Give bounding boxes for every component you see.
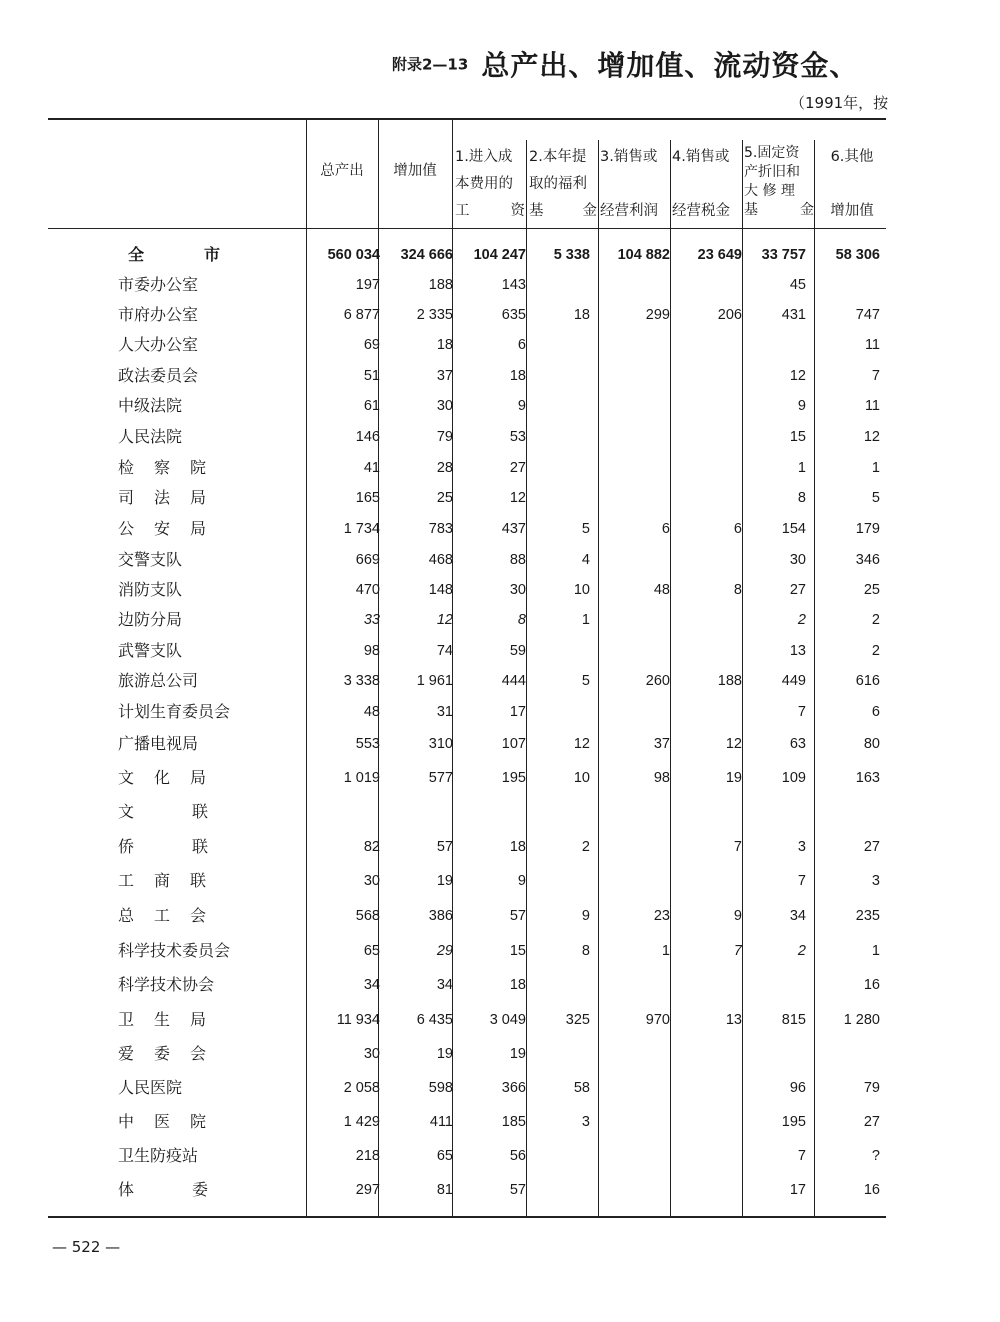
table-cell: 7 — [797, 704, 806, 720]
table-cell — [510, 866, 590, 896]
table-cell: 25 — [863, 582, 880, 598]
table-cell: 411 — [429, 1114, 453, 1130]
table-cell: 3 049 — [489, 1012, 526, 1028]
table-cell: 1 — [871, 943, 880, 959]
table-cell: ? — [871, 1148, 880, 1164]
table-cell — [590, 636, 670, 666]
table-cell: 82 — [363, 839, 380, 855]
table-cell: 815 — [781, 1012, 806, 1028]
table-cell — [590, 270, 670, 300]
page-title — [392, 44, 952, 84]
table-cell: 109 — [781, 770, 806, 786]
table-cell: 1 — [581, 612, 590, 628]
header-depreciation: 5.固定资 产折旧和 大 修 理 基 金 — [744, 145, 814, 218]
table-cell: 61 — [363, 398, 380, 414]
row-label: 人大办公室 — [118, 335, 199, 354]
table-cell: 553 — [355, 736, 380, 752]
table-cell: 7 — [871, 368, 880, 384]
table-cell — [800, 797, 880, 827]
table-cell — [590, 697, 670, 727]
table-cell: 206 — [717, 307, 742, 323]
table-top-rule — [48, 118, 886, 120]
table-cell: 57 — [509, 1182, 526, 1198]
table-cell: 195 — [501, 770, 526, 786]
table-cell: 179 — [855, 521, 880, 537]
table-cell: 8 — [581, 943, 590, 959]
table-cell: 12 — [863, 429, 880, 445]
table-cell — [590, 361, 670, 391]
table-cell — [300, 797, 380, 827]
table-cell: 96 — [789, 1080, 806, 1096]
table-cell — [510, 797, 590, 827]
table-cell: 431 — [781, 307, 806, 323]
table-cell: 30 — [363, 1046, 380, 1062]
table-cell: 30 — [509, 582, 526, 598]
table-cell: 18 — [509, 839, 526, 855]
table-cell: 163 — [855, 770, 880, 786]
table-cell: 3 — [581, 1114, 590, 1130]
table-title: 总产出、增加值、流动资金、 — [481, 49, 859, 82]
table-cell: 195 — [781, 1114, 806, 1130]
table-cell: 669 — [355, 552, 380, 568]
table-cell: 2 — [581, 839, 590, 855]
row-label: 爱 委 会 — [118, 1044, 206, 1063]
table-cell: 188 — [717, 673, 742, 689]
table-cell: 143 — [501, 277, 526, 293]
table-cell: 299 — [645, 307, 670, 323]
table-cell: 27 — [863, 1114, 880, 1130]
table-cell: 81 — [436, 1182, 453, 1198]
row-label: 总 工 会 — [118, 906, 206, 925]
table-cell — [590, 1073, 670, 1103]
table-cell: 366 — [501, 1080, 526, 1096]
table-cell — [590, 483, 670, 513]
row-label: 武警支队 — [118, 641, 183, 660]
table-cell: 5 — [871, 490, 880, 506]
row-label: 科学技术委员会 — [118, 941, 231, 960]
table-cell: 18 — [509, 368, 526, 384]
table-cell: 3 338 — [343, 673, 380, 689]
row-label: 中级法院 — [118, 396, 183, 415]
table-cell — [590, 453, 670, 483]
table-cell: 65 — [436, 1148, 453, 1164]
table-cell: 7 — [797, 873, 806, 889]
table-cell: 37 — [436, 368, 453, 384]
table-cell — [510, 697, 590, 727]
table-cell: 23 — [653, 908, 670, 924]
table-cell — [590, 391, 670, 421]
row-label: 卫生防疫站 — [118, 1146, 199, 1165]
row-label: 卫 生 局 — [118, 1010, 206, 1029]
table-cell: 48 — [653, 582, 670, 598]
table-cell: 30 — [363, 873, 380, 889]
table-cell: 57 — [436, 839, 453, 855]
table-cell: 23 649 — [697, 247, 742, 263]
table-cell: 6 — [871, 704, 880, 720]
table-cell: 598 — [428, 1080, 453, 1096]
table-cell: 48 — [363, 704, 380, 720]
table-cell: 12 — [573, 736, 590, 752]
table-cell: 1 734 — [343, 521, 380, 537]
row-label: 计划生育委员会 — [118, 702, 231, 721]
table-cell: 1 — [871, 460, 880, 476]
table-cell: 12 — [725, 736, 742, 752]
table-cell — [726, 1039, 806, 1069]
row-label: 边防分局 — [118, 610, 183, 629]
table-cell: 9 — [517, 873, 526, 889]
table-cell: 29 — [436, 943, 453, 959]
table-cell: 17 — [789, 1182, 806, 1198]
table-cell: 6 435 — [416, 1012, 453, 1028]
table-cell: 19 — [509, 1046, 526, 1062]
table-cell: 197 — [355, 277, 380, 293]
table-cell: 30 — [436, 398, 453, 414]
table-cell — [373, 797, 453, 827]
table-cell: 28 — [436, 460, 453, 476]
table-cell: 34 — [363, 977, 380, 993]
table-cell: 104 882 — [617, 247, 670, 263]
table-cell: 11 934 — [336, 1012, 380, 1028]
table-cell — [510, 391, 590, 421]
table-cell: 154 — [781, 521, 806, 537]
table-cell — [510, 636, 590, 666]
table-cell — [510, 1175, 590, 1205]
table-cell — [590, 970, 670, 1000]
table-cell — [800, 1039, 880, 1069]
table-cell: 34 — [789, 908, 806, 924]
table-cell — [590, 1175, 670, 1205]
table-cell — [510, 422, 590, 452]
table-cell: 6 — [517, 337, 526, 353]
table-cell: 16 — [863, 1182, 880, 1198]
table-cell: 2 — [871, 643, 880, 659]
table-cell: 31 — [436, 704, 453, 720]
table-cell: 560 034 — [327, 247, 380, 263]
table-cell: 10 — [573, 770, 590, 786]
table-cell: 1 019 — [343, 770, 380, 786]
table-cell — [590, 832, 670, 862]
table-cell — [590, 605, 670, 635]
table-cell: 12 — [436, 612, 453, 628]
table-cell — [726, 330, 806, 360]
table-cell: 63 — [789, 736, 806, 752]
table-cell: 33 — [363, 612, 380, 628]
table-cell: 9 — [581, 908, 590, 924]
table-cell: 635 — [501, 307, 526, 323]
row-label: 中 医 院 — [118, 1112, 206, 1131]
table-cell: 185 — [501, 1114, 526, 1130]
table-cell: 27 — [863, 839, 880, 855]
table-cell: 10 — [573, 582, 590, 598]
table-cell: 18 — [573, 307, 590, 323]
table-cell: 18 — [436, 337, 453, 353]
table-cell: 9 — [797, 398, 806, 414]
table-cell: 8 — [517, 612, 526, 628]
table-cell: 9 — [733, 908, 742, 924]
table-cell: 11 — [864, 398, 880, 414]
table-cell: 16 — [863, 977, 880, 993]
row-label: 公 安 局 — [118, 519, 206, 538]
table-cell: 568 — [355, 908, 380, 924]
table-cell: 25 — [436, 490, 453, 506]
table-cell: 449 — [781, 673, 806, 689]
table-cell: 2 — [797, 612, 806, 628]
table-cell — [510, 1039, 590, 1069]
row-label: 科学技术协会 — [118, 975, 215, 994]
table-cell — [590, 866, 670, 896]
table-cell: 58 306 — [835, 247, 880, 263]
header-wages: 1.进入成 本费用的 工 资 — [455, 149, 525, 219]
table-cell — [510, 330, 590, 360]
table-cell: 6 — [661, 521, 670, 537]
table-cell: 1 280 — [843, 1012, 880, 1028]
row-label: 工 商 联 — [118, 871, 206, 890]
table-cell: 7 — [733, 839, 742, 855]
table-cell: 27 — [509, 460, 526, 476]
table-cell: 18 — [509, 977, 526, 993]
table-cell: 8 — [733, 582, 742, 598]
table-cell: 56 — [509, 1148, 526, 1164]
table-cell: 188 — [428, 277, 453, 293]
table-cell: 37 — [653, 736, 670, 752]
row-label: 文 化 局 — [118, 768, 206, 787]
table-cell — [726, 970, 806, 1000]
table-cell: 65 — [363, 943, 380, 959]
table-cell: 2 335 — [416, 307, 453, 323]
table-cell — [510, 970, 590, 1000]
header-other-value-added: 6.其他 增加值 — [830, 149, 874, 219]
table-cell: 146 — [355, 429, 380, 445]
row-label: 政法委员会 — [118, 366, 199, 385]
header-operating-profit: 3.销售或 经营利润 — [600, 149, 658, 219]
table-cell: 15 — [509, 943, 526, 959]
table-cell: 444 — [501, 673, 526, 689]
table-cell: 27 — [789, 582, 806, 598]
table-cell: 51 — [363, 368, 380, 384]
table-cell: 6 — [733, 521, 742, 537]
table-cell: 33 757 — [761, 247, 806, 263]
table-cell: 53 — [509, 429, 526, 445]
table-cell: 19 — [436, 873, 453, 889]
table-cell: 2 — [871, 612, 880, 628]
table-cell: 616 — [855, 673, 880, 689]
table-cell: 310 — [428, 736, 453, 752]
table-cell: 9 — [517, 398, 526, 414]
table-cell: 79 — [863, 1080, 880, 1096]
table-cell: 104 247 — [473, 247, 526, 263]
table-cell: 80 — [863, 736, 880, 752]
table-cell: 12 — [509, 490, 526, 506]
table-cell: 74 — [436, 643, 453, 659]
table-cell: 2 — [797, 943, 806, 959]
table-cell: 324 666 — [400, 247, 453, 263]
table-cell: 783 — [428, 521, 453, 537]
row-label: 市府办公室 — [118, 305, 199, 324]
row-label: 人民法院 — [118, 427, 183, 446]
table-cell: 470 — [355, 582, 380, 598]
table-cell: 98 — [363, 643, 380, 659]
row-label: 文 联 — [118, 802, 208, 821]
table-cell: 346 — [855, 552, 880, 568]
table-cell: 59 — [509, 643, 526, 659]
table-cell: 11 — [864, 337, 880, 353]
table-cell: 386 — [428, 908, 453, 924]
table-cell: 34 — [436, 977, 453, 993]
table-cell — [590, 1141, 670, 1171]
row-label: 司 法 局 — [118, 488, 206, 507]
table-cell: 1 — [797, 460, 806, 476]
table-cell: 260 — [645, 673, 670, 689]
table-cell: 5 — [581, 521, 590, 537]
row-label: 消防支队 — [118, 580, 183, 599]
table-cell: 1 — [661, 943, 670, 959]
table-cell: 15 — [789, 429, 806, 445]
table-cell — [510, 361, 590, 391]
table-cell: 165 — [355, 490, 380, 506]
table-cell — [510, 1141, 590, 1171]
row-label: 检 察 院 — [118, 458, 206, 477]
table-cell: 2 058 — [343, 1080, 380, 1096]
table-cell — [800, 270, 880, 300]
table-cell: 41 — [363, 460, 380, 476]
table-cell — [510, 270, 590, 300]
appendix-number: 附录2—13 — [392, 55, 469, 74]
table-cell: 577 — [428, 770, 453, 786]
table-bottom-rule — [48, 1216, 886, 1218]
table-cell: 19 — [436, 1046, 453, 1062]
table-cell — [590, 330, 670, 360]
table-cell: 17 — [509, 704, 526, 720]
table-cell: 468 — [428, 552, 453, 568]
header-bottom-rule — [48, 228, 886, 229]
table-cell: 747 — [855, 307, 880, 323]
table-cell: 1 429 — [343, 1114, 380, 1130]
table-cell: 235 — [855, 908, 880, 924]
table-cell: 107 — [501, 736, 526, 752]
table-subtitle: （1991年，按 — [790, 94, 889, 112]
table-cell: 325 — [565, 1012, 590, 1028]
table-cell — [510, 453, 590, 483]
table-cell — [590, 1107, 670, 1137]
page-number: — 522 — — [52, 1238, 121, 1256]
table-cell: 5 338 — [553, 247, 590, 263]
table-cell — [510, 483, 590, 513]
row-label: 交警支队 — [118, 550, 183, 569]
table-cell: 45 — [789, 277, 806, 293]
header-value-added: 增加值 — [393, 163, 437, 179]
table-cell: 1 961 — [416, 673, 453, 689]
table-cell: 4 — [581, 552, 590, 568]
table-cell — [590, 422, 670, 452]
row-label: 旅游总公司 — [118, 671, 199, 690]
table-cell: 148 — [428, 582, 453, 598]
header-welfare-fund: 2.本年提 取的福利 基 金 — [529, 149, 597, 219]
table-cell: 218 — [355, 1148, 380, 1164]
table-cell: 30 — [789, 552, 806, 568]
table-cell: 297 — [355, 1182, 380, 1198]
table-cell: 57 — [509, 908, 526, 924]
table-cell — [590, 1039, 670, 1069]
table-cell: 7 — [733, 943, 742, 959]
table-cell: 19 — [725, 770, 742, 786]
table-cell: 970 — [645, 1012, 670, 1028]
row-label: 市委办公室 — [118, 275, 199, 294]
table-cell: 69 — [363, 337, 380, 353]
table-cell: 437 — [501, 521, 526, 537]
table-cell: 8 — [797, 490, 806, 506]
table-cell: 6 877 — [343, 307, 380, 323]
table-cell: 98 — [653, 770, 670, 786]
header-gross-output: 总产出 — [320, 163, 364, 179]
table-cell — [590, 797, 670, 827]
table-cell — [590, 545, 670, 575]
row-label: 侨 联 — [118, 837, 208, 856]
row-label: 全 市 — [128, 245, 220, 264]
table-cell: 12 — [789, 368, 806, 384]
row-label: 广播电视局 — [118, 734, 199, 753]
header-sales-tax: 4.销售或 经营税金 — [672, 149, 730, 219]
table-cell: 13 — [725, 1012, 742, 1028]
table-cell: 58 — [573, 1080, 590, 1096]
row-label: 体 委 — [118, 1180, 208, 1199]
table-cell: 3 — [871, 873, 880, 889]
table-cell: 13 — [789, 643, 806, 659]
table-cell — [726, 797, 806, 827]
row-label: 人民医院 — [118, 1078, 183, 1097]
table-cell: 88 — [509, 552, 526, 568]
table-cell: 79 — [436, 429, 453, 445]
table-cell: 7 — [797, 1148, 806, 1164]
table-cell: 5 — [581, 673, 590, 689]
table-cell: 3 — [797, 839, 806, 855]
